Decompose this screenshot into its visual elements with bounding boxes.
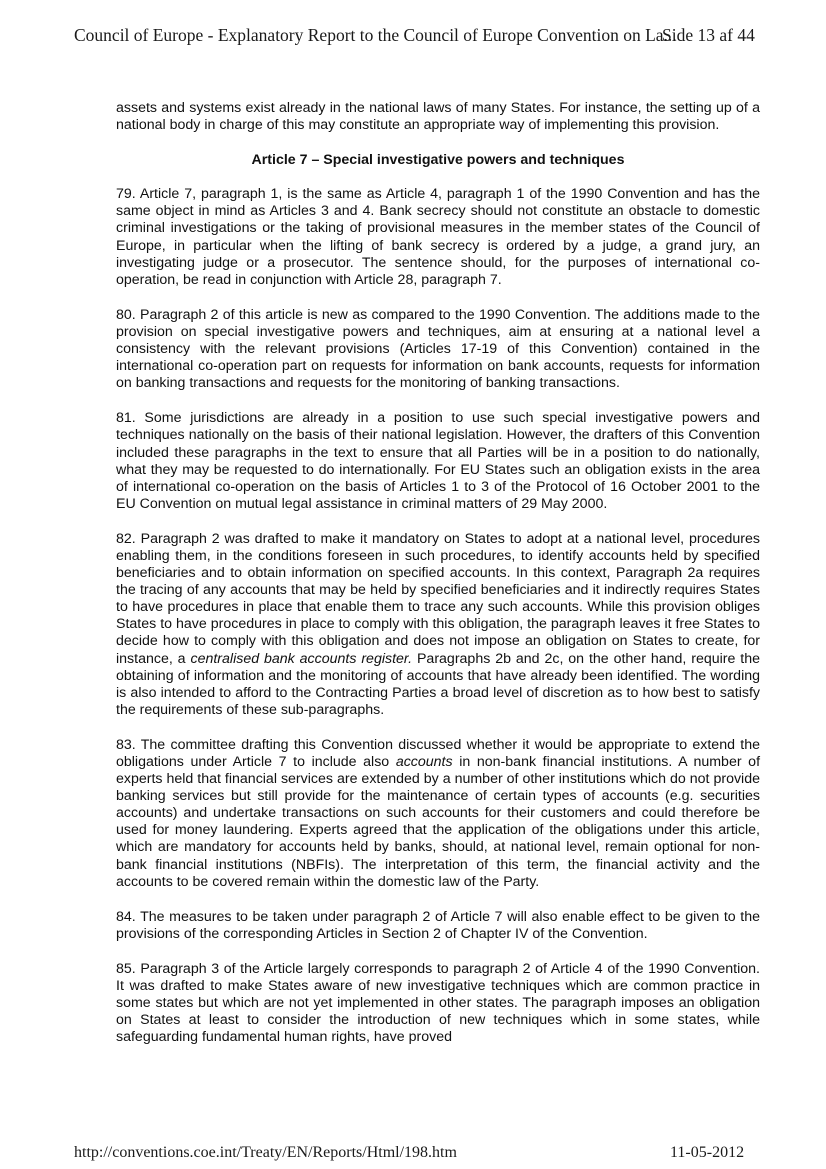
document-title: Council of Europe - Explanatory Report to the Council of Europe Convention on La... [74,25,677,45]
page-indicator: Side 13 af 44 [662,25,755,45]
paragraph-79: 79. Article 7, paragraph 1, is the same as Article 4, paragraph 1 of the 1990 Convention and has the same object in mind as Articles 3 and 4. Bank secrecy should not constitute an obstacle to domestic criminal investigations or the taking of provisional measures in the member states of the Council of Europe, in particular when the lifting of bank secrecy is ordered by a judge, a grand jury, an investigating judge or a prosecutor. The sentence should, for the purposes of international co-operation, be read in conjunction with Article 28, paragraph 7. [116,186,760,288]
paragraph-83-text-cont: in non-bank financial institutions. A number of experts held that financial services are extended by a number of other institutions which do not provide banking services but still provide for the maintenance of certain types of accounts (e.g. securities accounts) and undertake transactions on such accounts for their customers and could therefore be used for money laundering. Experts agreed that the application of the obligations under this article, which are mandatory for accounts held by banks, should, at national level, remain optional for non-bank financial institutions (NBFIs). The interpretation of this term, the financial activity and the accounts to be covered remain within the domestic law of the Party. [116,754,761,890]
paragraph-84: 84. The measures to be taken under paragraph 2 of Article 7 will also enable effect to be given to the provisions of the corresponding Articles in Section 2 of Chapter IV of the Convention. [116,908,760,942]
source-url[interactable]: http://conventions.coe.int/Treaty/EN/Reports/Html/198.htm [74,1144,457,1161]
paragraph-82-text-cont: Paragraphs 2b and 2c, on the other hand, require the obtaining of information and the monitoring of accounts that have already been identified. The wording is also intended to afford to the Contracting Parties a broad level of discretion as to how best to satisfy the requirements of these sub-paragraphs. [116,650,760,718]
paragraph-83 [116,737,760,891]
document-body [116,100,760,1064]
paragraph-82-emphasis: centralised bank accounts register. [190,650,413,667]
section-heading: Article 7 – Special investigative powers and techniques [251,152,625,169]
paragraph-82-text: 82. Paragraph 2 was drafted to make it mandatory on States to adopt at a national level, procedures enabling them, in the conditions foreseen in such procedures, to identify accounts held by specified beneficiaries and to obtain information on specified accounts. In this context, Paragraph 2a requires the tracing of any accounts that may be held by specified beneficiaries and it indirectly requires States to have procedures in place that enable them to trace any such accounts. While this provision obliges States to have procedures in place to comply with this obligation, the paragraph leaves it free States to decide how to comply with this obligation and does not impose an obligation on States to create, for instance, a [116,530,760,667]
intro-paragraph: assets and systems exist already in the national laws of many States. For instance, the setting up of a national body in charge of this may constitute an appropriate way of implementing this provision. [116,100,760,134]
paragraph-82 [116,531,760,719]
page-header [0,0,826,70]
paragraph-83-text: 83. The committee drafting this Convention discussed whether it would be appropriate to extend the obligations under Article 7 to include also [116,736,760,770]
paragraph-85: 85. Paragraph 3 of the Article largely corresponds to paragraph 2 of Article 4 of the 1990 Convention. It was drafted to make States aware of new investigative techniques which are common practice in some states but which are not yet implemented in other states. The paragraph imposes an obligation on States at least to consider the introduction of new techniques which in some states, while safeguarding fundamental human rights, have proved [116,960,760,1046]
paragraph-80: 80. Paragraph 2 of this article is new as compared to the 1990 Convention. The additions made to the provision on special investigative powers and techniques, aim at ensuring at a national level a consistency with the relevant provisions (Articles 17-19 of this Convention) contained in the international co-operation part on requests for information on bank accounts, requests for information on banking transactions and requests for the monitoring of banking transactions. [116,306,760,392]
page-footer [0,1140,826,1169]
paragraph-81: 81. Some jurisdictions are already in a position to use such special investigative powers and techniques nationally on the basis of their national legislation. However, the drafters of this Convention included these paragraphs in the text to ensure that all Parties will be in a position to do nationally, what they may be requested to do internationally. For EU States such an obligation exists in the area of international co-operation on the basis of Articles 1 to 3 of the Protocol of 16 October 2001 to the EU Convention on mutual legal assistance in criminal matters of 29 May 2000. [116,410,760,512]
print-date: 11-05-2012 [670,1144,745,1161]
paragraph-83-emphasis: accounts [395,754,453,770]
